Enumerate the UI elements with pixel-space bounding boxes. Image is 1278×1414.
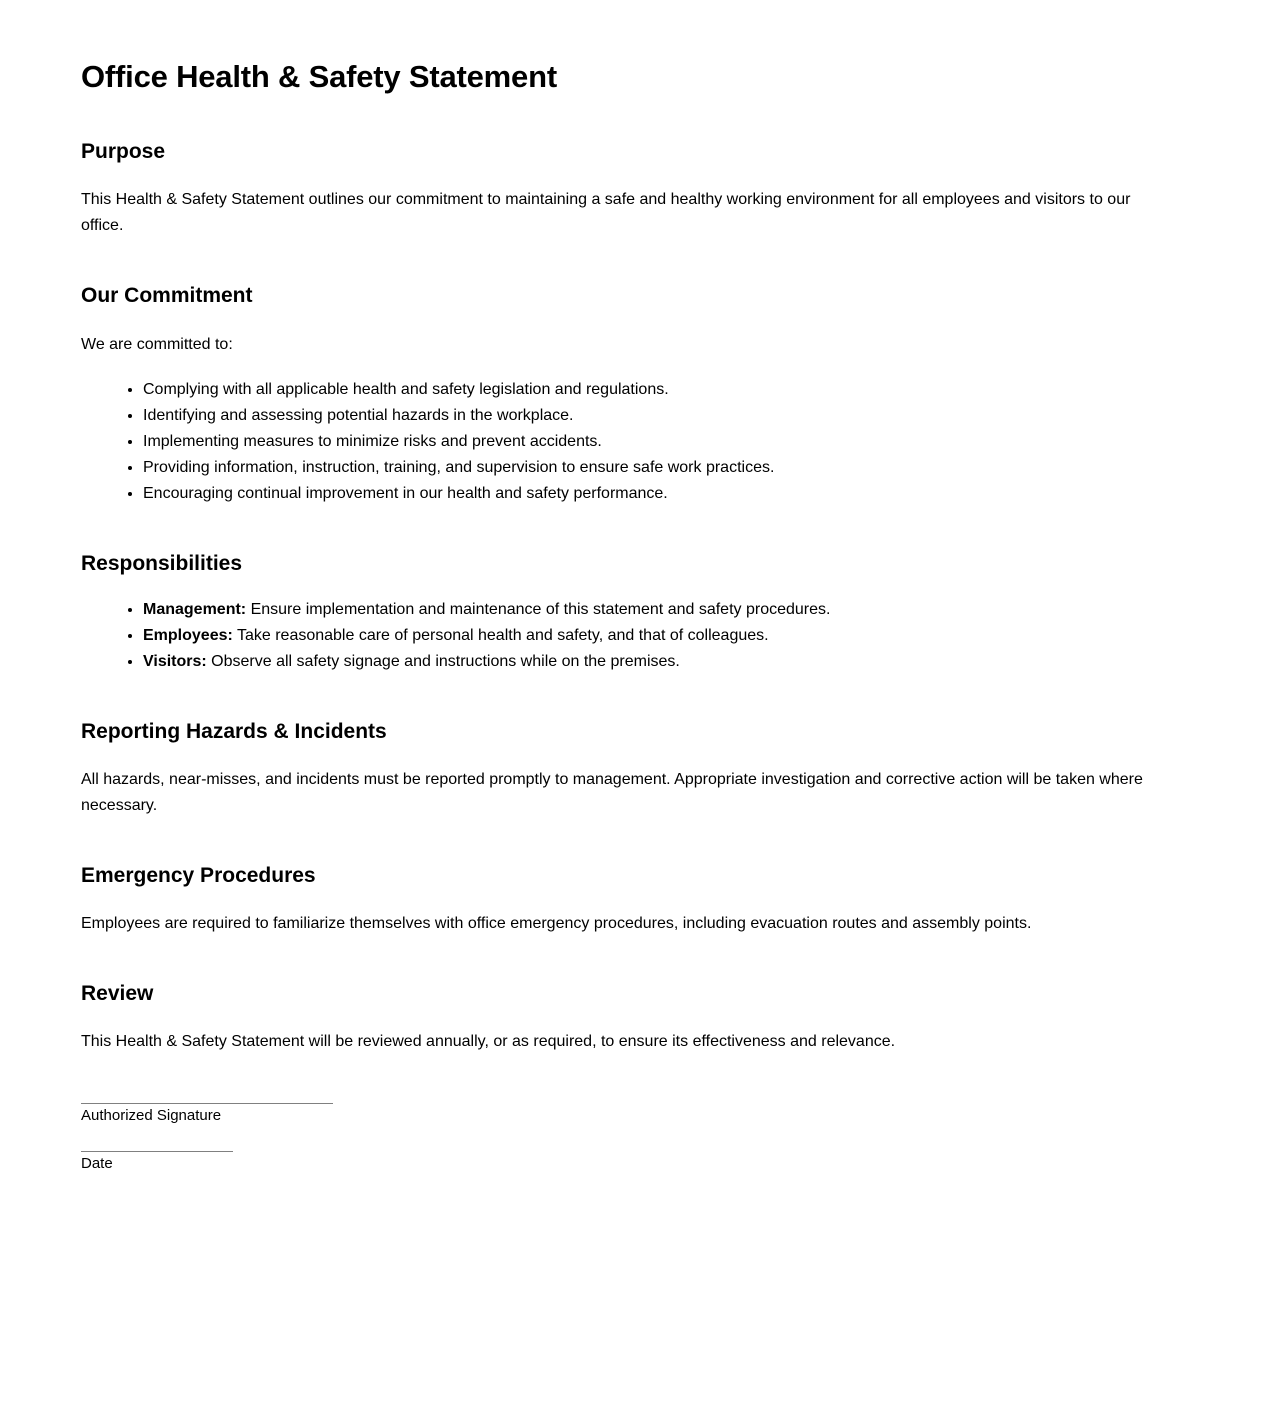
section-review [81,981,1198,1055]
section-reporting-hazards [81,719,1198,819]
section-heading-review: Review [81,982,154,1006]
authorized-signature-field[interactable] [81,1103,1198,1126]
section-paragraph-emergency-procedures: Employees are required to familiarize themselves with office emergency procedures, including evacuation routes and assembly points. [81,915,1032,933]
section-intro-our-commitment: We are committed to: [81,335,233,353]
list-item [143,623,1198,649]
section-heading-our-commitment: Our Commitment [81,284,253,308]
list-item [143,377,1198,403]
section-heading-emergency-procedures: Emergency Procedures [81,863,316,887]
list-item-text: Encouraging continual improvement in our health and safety performance. [143,485,668,503]
list-item [143,481,1198,507]
section-paragraph-purpose: This Health & Safety Statement outlines our commitment to maintaining a safe and healthy working environment for all employees and visitors to our office. [81,191,1131,235]
signature-line [81,1103,333,1104]
list-item-text: Ensure implementation and maintenance of this statement and safety procedures. [246,601,831,619]
date-label: Date [81,1154,113,1172]
list-item [143,649,1198,675]
section-heading-reporting-hazards: Reporting Hazards & Incidents [81,719,387,743]
list-item-term: Management: [143,601,247,619]
list-item-text: Implementing measures to minimize risks and prevent accidents. [143,433,602,451]
page-title: Office Health & Safety Statement [81,59,557,94]
section-responsibilities [81,551,1198,675]
responsibilities-list [81,597,1198,675]
list-item [143,455,1198,481]
list-item-text: Identifying and assessing potential hazards in the workplace. [143,407,574,425]
list-item-text: Providing information, instruction, training, and supervision to ensure safe work practices. [143,459,775,477]
list-item-text: Observe all safety signage and instructions while on the premises. [206,653,680,670]
list-item [143,597,1198,623]
section-purpose [81,139,1198,239]
page-bottom-spacer [81,1174,1198,1414]
list-item-term: Employees: [143,627,233,645]
section-heading-responsibilities: Responsibilities [81,551,243,575]
list-item-term: Visitors: [143,653,207,670]
commitment-list [81,377,1198,507]
section-paragraph-review: This Health & Safety Statement will be reviewed annually, or as required, to ensure its effectiveness and relevance. [81,1033,896,1051]
authorized-signature-label: Authorized Signature [81,1107,222,1125]
list-item [143,403,1198,429]
list-item-text: Complying with all applicable health and safety legislation and regulations. [143,381,669,399]
list-item [143,429,1198,455]
date-line [81,1151,233,1152]
signature-block [81,1103,1198,1174]
section-our-commitment [81,283,1198,507]
section-paragraph-reporting-hazards: All hazards, near-misses, and incidents must be reported promptly to management. Appropriate investigation and corrective action will be taken where necessary. [81,771,1143,815]
section-heading-purpose: Purpose [81,140,166,164]
date-field[interactable] [81,1151,1198,1174]
list-item-text: Take reasonable care of personal health and safety, and that of colleagues. [232,627,769,645]
section-emergency-procedures [81,863,1198,937]
